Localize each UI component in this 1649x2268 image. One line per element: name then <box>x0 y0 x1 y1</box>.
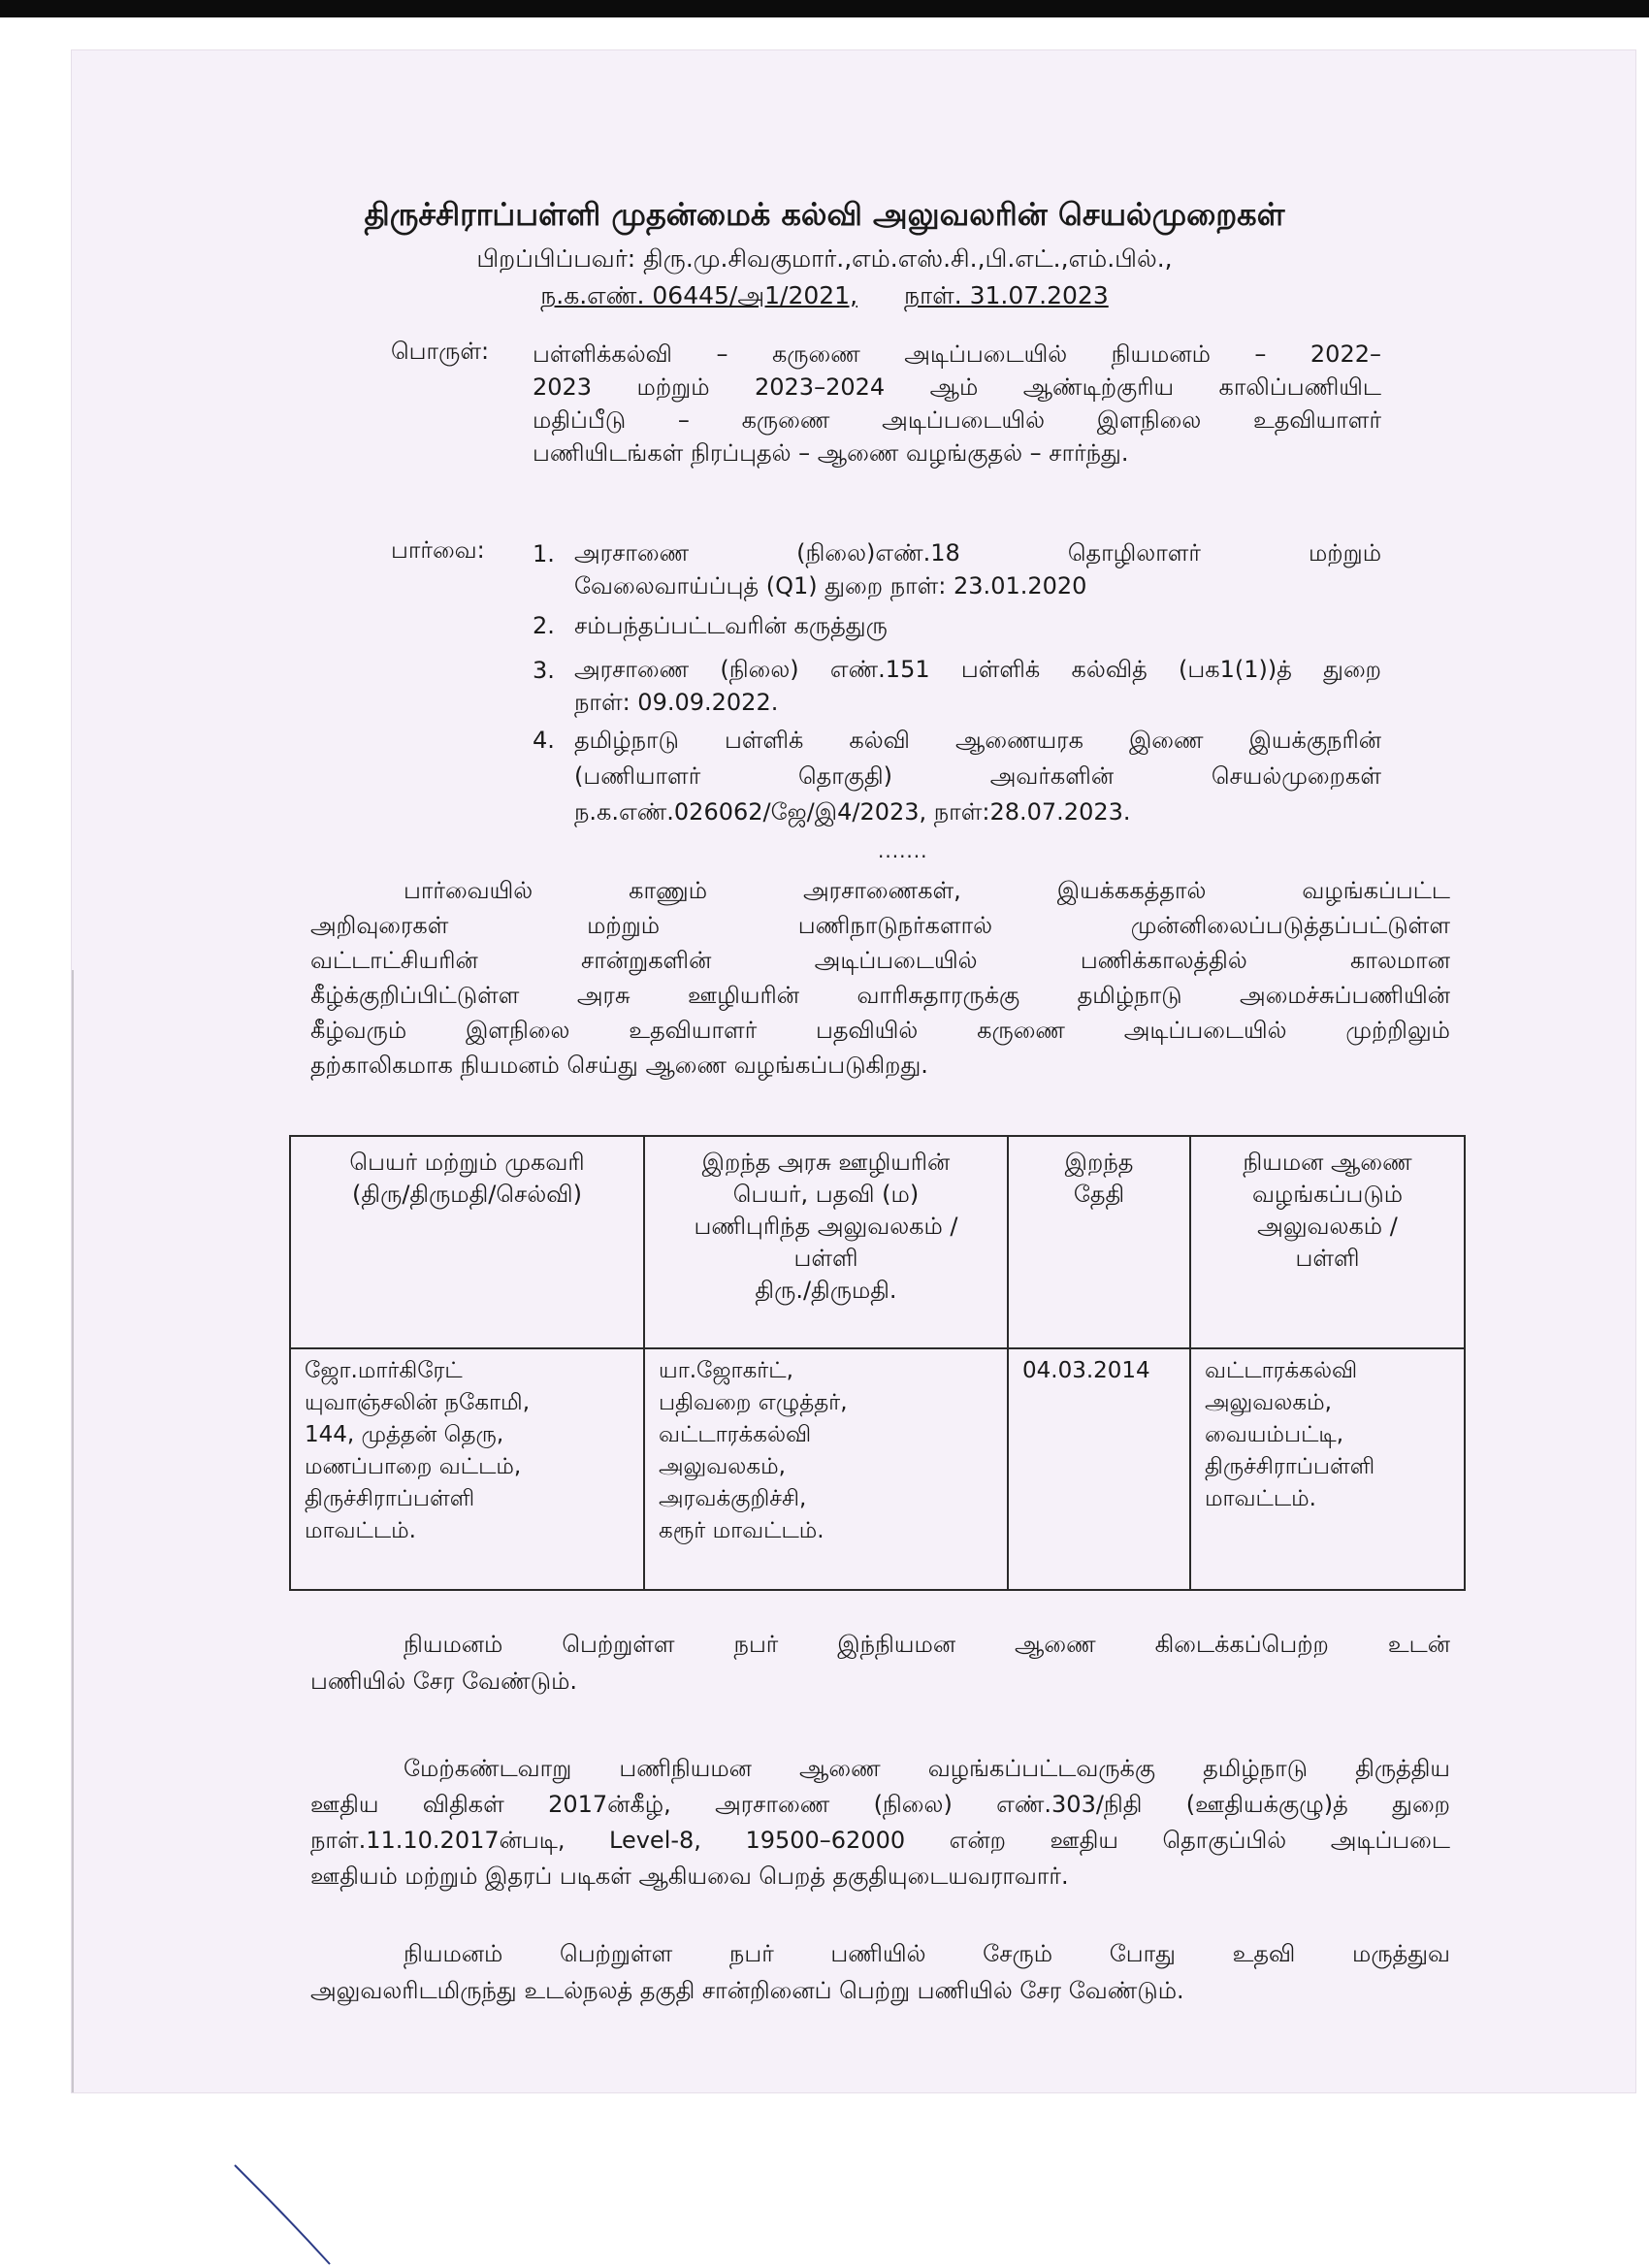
document-title: திருச்சிராப்பள்ளி முதன்மைக் கல்வி அலுவலரின் செயல்முறைகள் <box>364 196 1285 233</box>
reference-number-line <box>0 281 1649 313</box>
reference-line: சம்பந்தப்பட்டவரின் கருத்துரு <box>574 612 888 639</box>
reference-number: 4. <box>533 727 555 754</box>
subject-line: மதிப்பீடு – கருணை அடிப்படையில் இளநிலை உதவியாளர் <box>533 406 1381 434</box>
paragraph-line: மேற்கண்டவாறு பணிநியமன ஆணை வழங்கப்பட்டவருக்கு தமிழ்நாடு திருத்திய <box>404 1755 1450 1782</box>
table-row <box>290 1348 1465 1590</box>
reference-item <box>533 653 1381 723</box>
paragraph-line: அறிவுரைகள் மற்றும் பணிநாடுநர்களால் முன்னிலைப்படுத்தப்பட்டுள்ள <box>310 912 1450 939</box>
paragraph-line: ஊதிய விதிகள் 2017ன்கீழ், அரசாணை (நிலை) எண்.303/நிதி (ஊதியக்குழு)த் துறை <box>310 1791 1450 1818</box>
paragraph-line: நியமனம் பெற்றுள்ள நபர் இந்நியமன ஆணை கிடைக்கப்பெற்ற உடன் <box>404 1631 1450 1658</box>
paragraph-line: நாள்.11.10.2017ன்படி, Level-8, 19500–62000 என்ற ஊதிய தொகுப்பில் அடிப்படை <box>310 1827 1450 1854</box>
reference-number: 1. <box>533 540 555 567</box>
reference-number: 3. <box>533 657 555 684</box>
header-death-date: இறந்த தேதி <box>1008 1136 1190 1348</box>
paragraph-line: பார்வையில் காணும் அரசாணைகள், இயக்ககத்தால் வழங்கப்பட்ட <box>404 877 1450 904</box>
cell-name-address: ஜோ.மார்கிரேட் யுவாஞ்சலின் நகோமி, 144, முத்தன் தெரு, மணப்பாறை வட்டம், திருச்சிராப்பள்ளி மாவட்டம். <box>290 1348 644 1590</box>
body-paragraph-1 <box>310 873 1450 1083</box>
reference-item <box>533 536 1381 606</box>
table-header-row <box>290 1136 1465 1348</box>
page-fold-shadow <box>72 970 74 2092</box>
ref-number: ந.க.எண். 06445/அ1/2021, <box>540 281 858 309</box>
reference-line: ந.க.எண்.026062/ஜே/இ4/2023, நாள்:28.07.2023. <box>574 798 1131 826</box>
reference-line: அரசாணை (நிலை)எண்.18 தொழிலாளர் மற்றும் <box>574 539 1381 567</box>
separator-dots: ....... <box>878 839 928 862</box>
cell-posting-office: வட்டாரக்கல்வி அலுவலகம், வையம்பட்டி, திருச்சிராப்பள்ளி மாவட்டம். <box>1190 1348 1465 1590</box>
reference-line: நாள்: 09.09.2022. <box>574 689 779 716</box>
reference-item <box>533 723 1381 829</box>
paragraph-line: நியமனம் பெற்றுள்ள நபர் பணியில் சேரும் போது உதவி மருத்துவ <box>404 1940 1450 1967</box>
paragraph-line: கீழ்க்குறிப்பிட்டுள்ள அரசு ஊழியரின் வாரிசுதாரருக்கு தமிழ்நாடு அமைச்சுப்பணியின் <box>310 982 1450 1009</box>
subject-line: 2023 மற்றும் 2023–2024 ஆம் ஆண்டிற்குரிய காலிப்பணியிட <box>533 373 1381 401</box>
scan-top-border <box>0 0 1649 17</box>
paragraph-line: கீழ்வரும் இளநிலை உதவியாளர் பதவியில் கருணை அடிப்படையில் முற்றிலும் <box>310 1017 1450 1044</box>
body-paragraph-3 <box>310 1751 1450 1895</box>
cell-death-date: 04.03.2014 <box>1008 1348 1190 1590</box>
reference-line: (பணியாளர் தொகுதி) அவர்களின் செயல்முறைகள் <box>574 762 1381 790</box>
cell-deceased-employee: யா.ஜோகர்ட், பதிவறை எழுத்தர், வட்டாரக்கல்வி அலுவலகம், அரவக்குறிச்சி, கரூர் மாவட்டம். <box>644 1348 1008 1590</box>
body-paragraph-4 <box>310 1935 1450 2009</box>
paragraph-line: வட்டாட்சியரின் சான்றுகளின் அடிப்படையில் பணிக்காலத்தில் காலமான <box>310 947 1450 974</box>
header-posting-office: நியமன ஆணை வழங்கப்படும் அலுவலகம் / பள்ளி <box>1190 1136 1465 1348</box>
appointment-table <box>289 1135 1466 1591</box>
ref-date: நாள். 31.07.2023 <box>904 281 1109 309</box>
subject-label: பொருள்: <box>391 338 490 365</box>
subject-text <box>533 338 1381 470</box>
paragraph-line: அலுவலரிடமிருந்து உடல்நலத் தகுதி சான்றினைப் பெற்று பணியில் சேர வேண்டும். <box>310 1977 1184 2004</box>
reference-line: தமிழ்நாடு பள்ளிக் கல்வி ஆணையரக இணை இயக்குநரின் <box>574 727 1381 754</box>
pen-mark <box>233 2163 349 2268</box>
subject-line: பள்ளிக்கல்வி – கருணை அடிப்படையில் நியமனம் – 2022– <box>533 340 1381 368</box>
body-paragraph-2 <box>310 1626 1450 1700</box>
reference-line: வேலைவாய்ப்புத் (Q1) துறை நாள்: 23.01.2020 <box>574 572 1087 599</box>
reference-number: 2. <box>533 612 555 639</box>
header-deceased-employee: இறந்த அரசு ஊழியரின் பெயர், பதவி (ம) பணிபுரிந்த அலுவலகம் / பள்ளி திரு./திருமதி. <box>644 1136 1008 1348</box>
issuer-line: பிறப்பிப்பவர்: திரு.மு.சிவகுமார்.,எம்.எஸ்.சி.,பி.எட்.,எம்.பில்., <box>476 244 1173 273</box>
paragraph-line: தற்காலிகமாக நியமனம் செய்து ஆணை வழங்கப்படுகிறது. <box>310 1052 928 1079</box>
subject-line: பணியிடங்கள் நிரப்புதல் – ஆணை வழங்குதல் – சார்ந்து. <box>533 439 1129 467</box>
paragraph-line: பணியில் சேர வேண்டும். <box>310 1668 578 1695</box>
header-name-address: பெயர் மற்றும் முகவரி (திரு/திருமதி/செல்வி) <box>290 1136 644 1348</box>
reference-line: அரசாணை (நிலை) எண்.151 பள்ளிக் கல்வித் (பக1(1))த் துறை <box>574 656 1381 683</box>
paragraph-line: ஊதியம் மற்றும் இதரப் படிகள் ஆகியவை பெறத் தகுதியுடையவராவார். <box>310 1863 1069 1890</box>
references-label: பார்வை: <box>391 536 485 564</box>
